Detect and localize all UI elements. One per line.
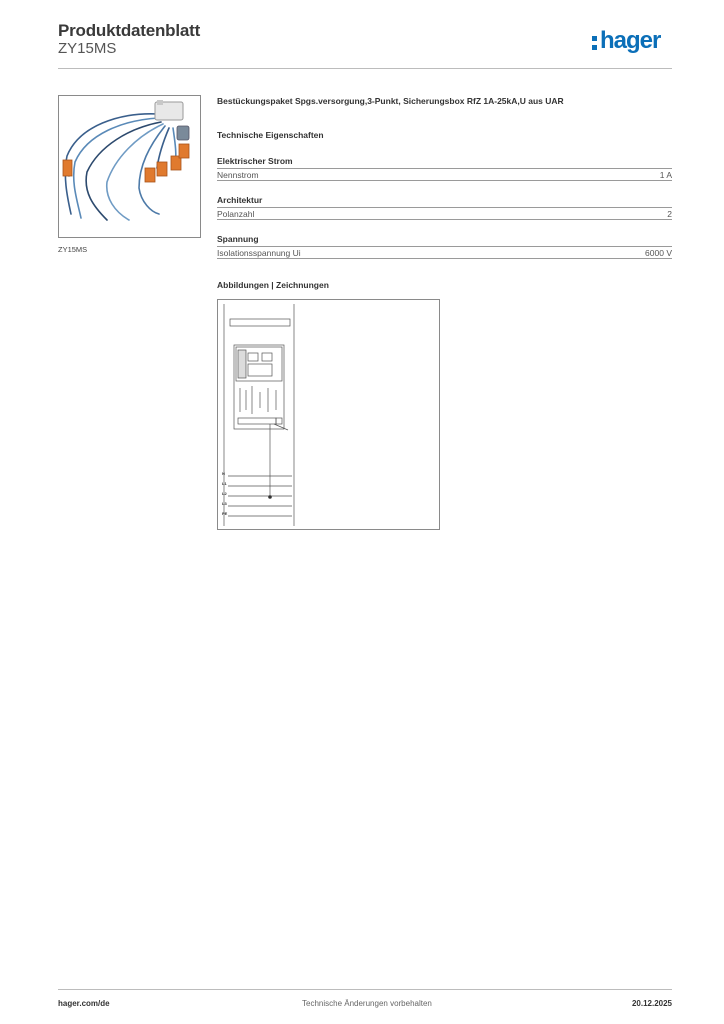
property-label: Nennstrom — [217, 170, 259, 180]
product-description: Bestückungspaket Spgs.versorgung,3-Punkt, Sicherungsbox RfZ 1A-25kA,U aus UAR — [217, 96, 564, 106]
article-number: ZY15MS — [58, 40, 117, 57]
property-value: 2 — [667, 209, 672, 219]
property-label: Polanzahl — [217, 209, 255, 219]
property-row — [217, 168, 672, 181]
property-value: 6000 V — [645, 248, 672, 258]
drawings-title: Abbildungen | Zeichnungen — [217, 280, 329, 290]
rail-label-l2: L2 — [222, 491, 227, 496]
property-group-title: Architektur — [217, 195, 263, 205]
technical-properties-title: Technische Eigenschaften — [217, 130, 324, 140]
rail-label-l3: L3 — [222, 501, 227, 506]
connection-point-icon — [268, 495, 272, 499]
logo-wordmark: hager — [600, 27, 661, 54]
product-image — [58, 95, 201, 238]
footer-disclaimer: Technische Änderungen vorbehalten — [302, 999, 432, 1008]
footer-website: hager.com/de — [58, 999, 110, 1008]
rail-label-l1: L1 — [222, 481, 227, 486]
logo-dot-icon — [592, 45, 597, 50]
header-divider — [58, 68, 672, 69]
technical-drawing — [217, 299, 440, 530]
property-label: Isolationsspannung Ui — [217, 248, 301, 258]
property-group-title: Spannung — [217, 234, 259, 244]
wiring-diagram — [218, 300, 439, 529]
property-row — [217, 207, 672, 220]
logo-dot-icon — [592, 36, 597, 41]
page-title: Produktdatenblatt — [58, 21, 201, 40]
property-value: 1 A — [659, 170, 672, 180]
property-group-title: Elektrischer Strom — [217, 156, 293, 166]
rail-label-n: N — [222, 471, 225, 476]
footer-date: 20.12.2025 — [631, 999, 672, 1008]
property-row — [217, 246, 672, 259]
rail-label-pe: PE — [222, 511, 228, 516]
footer-divider — [58, 989, 672, 990]
cable-set-icon — [59, 96, 200, 237]
product-image-caption: ZY15MS — [58, 245, 88, 254]
